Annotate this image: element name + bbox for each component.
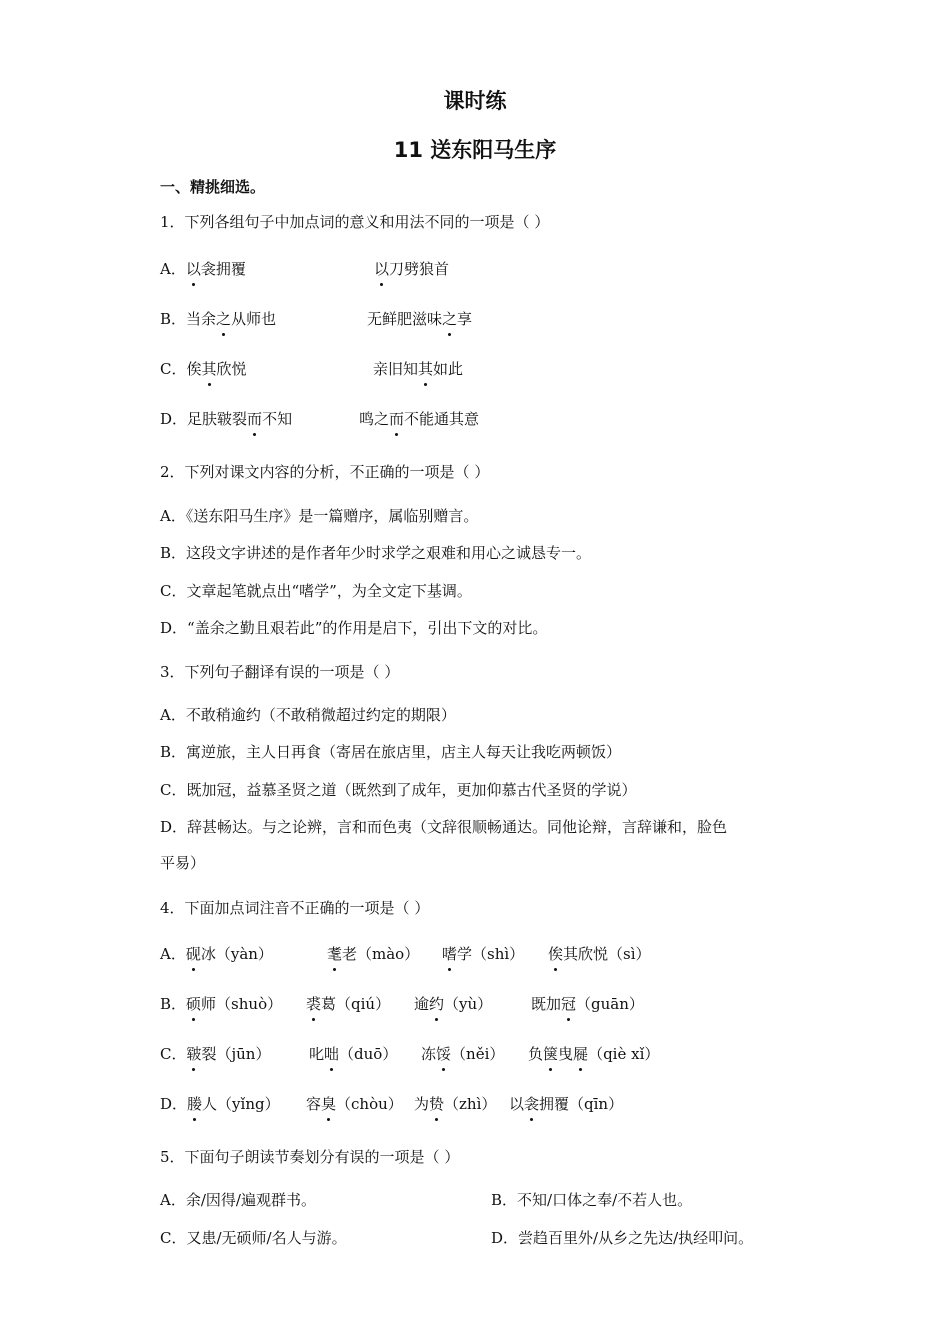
q4-option-c-4: 负箧曳屣（qiè xǐ） — [528, 1045, 660, 1063]
emphasis-char: 其 — [201, 360, 217, 378]
q1-option-c: C．俟其欣悦 — [160, 360, 247, 378]
emphasis-char: 裘 — [306, 995, 322, 1013]
q2-option-a: A．《送东阳马生序》是一篇赠序，属临别赠言。 — [160, 507, 479, 525]
emphasis-char: 硕 — [186, 995, 202, 1013]
q4-option-a-2: 耄老（mào） — [327, 945, 420, 963]
emphasis-char: 咄 — [324, 1045, 340, 1063]
q3-option-c: C．既加冠，益慕圣贤之道（既然到了成年，更加仰慕古代圣贤的学说） — [160, 781, 637, 799]
q5-option-b: B．不知/口体之奉/不若人也。 — [491, 1191, 693, 1209]
emphasis-char: 馁 — [436, 1045, 452, 1063]
q2-option-b: B．这段文字讲述的是作者年少时求学之艰难和用心之诚恳专一。 — [160, 544, 592, 562]
emphasis-char: 约 — [429, 995, 445, 1013]
q4-option-a-4: 俟其欣悦（sì） — [548, 945, 651, 963]
emphasis-char: 以 — [374, 260, 390, 278]
emphasis-char: 而 — [389, 410, 405, 428]
emphasis-char: 之 — [216, 310, 232, 328]
q4-option-a-3: 嗜学（shì） — [442, 945, 525, 963]
q4-option-a-1: A．砚冰（yàn） — [160, 945, 273, 963]
q1-option-d-compare: 鸣之而不能通其意 — [359, 410, 480, 428]
q5-option-a: A．余/因得/遍观群书。 — [160, 1191, 316, 1209]
q4-option-b-3: 逾约（yù） — [414, 995, 493, 1013]
emphasis-char: 嗜 — [442, 945, 458, 963]
q5-option-c: C．又患/无硕师/名人与游。 — [160, 1229, 347, 1247]
q1-option-d: D．足肤皲裂而不知 — [160, 410, 293, 428]
emphasis-char: 媵 — [187, 1095, 203, 1113]
q4-option-d-1: D．媵人（yǐng） — [160, 1095, 280, 1113]
question-3-stem: 3．下列句子翻译有误的一项是（ ） — [160, 663, 400, 681]
q4-option-b-1: B．硕师（shuò） — [160, 995, 283, 1013]
q4-option-c-3: 冻馁（něi） — [421, 1045, 505, 1063]
section-heading: 一、精挑细选。 — [160, 178, 266, 196]
lesson-title: 11 送东阳马生序 — [393, 138, 557, 162]
q3-option-b: B．寓逆旅，主人日再食（寄居在旅店里，店主人每天让我吃两顿饭） — [160, 743, 622, 761]
q1-option-b-compare: 无鲜肥滋味之享 — [367, 310, 473, 328]
q1-option-a: A．以衾拥覆 — [160, 260, 246, 278]
emphasis-char: 冠 — [561, 995, 577, 1013]
question-2-stem: 2．下列对课文内容的分析，不正确的一项是（ ） — [160, 463, 490, 481]
emphasis-char: 贽 — [429, 1095, 445, 1113]
emphasis-char: 衾 — [524, 1095, 540, 1113]
q2-option-d: D．“盖余之勤且艰若此”的作用是启下，引出下文的对比。 — [160, 619, 548, 637]
page-title: 课时练 — [443, 89, 507, 113]
emphasis-char: 皲 — [186, 1045, 202, 1063]
emphasis-char: 俟 — [548, 945, 564, 963]
q4-option-c-1: C．皲裂（jūn） — [160, 1045, 271, 1063]
q3-option-d-continued: 平易） — [160, 854, 206, 872]
q1-option-c-compare: 亲旧知其如此 — [373, 360, 464, 378]
emphasis-char: 箧 — [543, 1045, 559, 1063]
emphasis-char: 屣 — [573, 1045, 589, 1063]
emphasis-char: 臭 — [321, 1095, 337, 1113]
question-5-stem: 5．下面句子朗读节奏划分有误的一项是（ ） — [160, 1148, 460, 1166]
q2-option-c: C．文章起笔就点出“嗜学”，为全文定下基调。 — [160, 582, 472, 600]
q1-option-b: B．当余之从师也 — [160, 310, 277, 328]
q4-option-b-2: 裘葛（qiú） — [306, 995, 391, 1013]
q3-option-d: D．辞甚畅达。与之论辨，言和而色夷（文辞很顺畅通达。同他论辩，言辞谦和，脸色 — [160, 818, 728, 836]
q4-option-c-2: 叱咄（duō） — [309, 1045, 398, 1063]
question-1-stem: 1．下列各组句子中加点词的意义和用法不同的一项是（ ） — [160, 213, 550, 231]
q4-option-d-3: 为贽（zhì） — [414, 1095, 497, 1113]
emphasis-char: 砚 — [185, 945, 201, 963]
q3-option-a: A．不敢稍逾约（不敢稍微超过约定的期限） — [160, 706, 456, 724]
emphasis-char: 耄 — [327, 945, 343, 963]
emphasis-char: 以 — [185, 260, 201, 278]
q4-option-d-4: 以衾拥覆（qīn） — [509, 1095, 624, 1113]
emphasis-char: 而 — [247, 410, 263, 428]
q4-option-b-4: 既加冠（guān） — [531, 995, 644, 1013]
emphasis-char: 之 — [442, 310, 458, 328]
q1-option-a-compare: 以刀劈狼首 — [374, 260, 450, 278]
emphasis-char: 其 — [418, 360, 434, 378]
q4-option-d-2: 容臭（chòu） — [306, 1095, 403, 1113]
q5-option-d: D．尝趋百里外/从乡之先达/执经叩问。 — [491, 1229, 754, 1247]
question-4-stem: 4．下面加点词注音不正确的一项是（ ） — [160, 899, 430, 917]
